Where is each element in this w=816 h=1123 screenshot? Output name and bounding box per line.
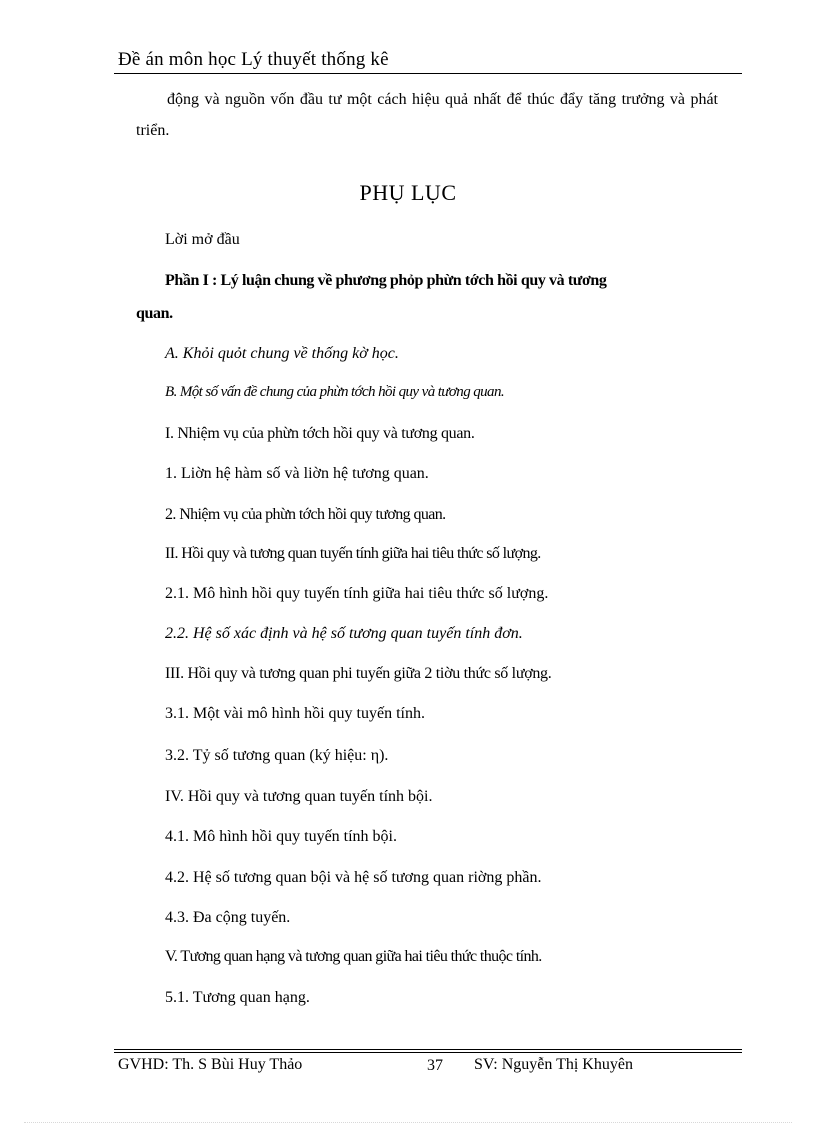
- footer-advisor: GVHD: Th. S Bùi Huy Thảo: [118, 1056, 303, 1073]
- toc-item: I. Nhiệm vụ của phừn tớch hồi quy và tương quan.: [165, 425, 475, 442]
- toc-item: A. Khỏi quỏt chung về thống kờ học.: [165, 345, 399, 362]
- toc-item: 1. Liờn hệ hàm số và liờn hệ tương quan.: [165, 465, 429, 482]
- toc-item: 4.1. Mô hình hồi quy tuyến tính bội.: [165, 828, 397, 845]
- toc-item: 2.2. Hệ số xác định và hệ số tương quan tuyến tính đơn.: [165, 625, 523, 642]
- toc-opening: Lời mở đầu: [165, 231, 240, 248]
- toc-item: 2. Nhiệm vụ của phừn tớch hồi quy tương quan.: [165, 506, 446, 523]
- toc-item: 4.3. Đa cộng tuyến.: [165, 909, 291, 926]
- toc-item: 4.2. Hệ số tương quan bội và hệ số tương quan riờng phần.: [165, 869, 542, 886]
- toc-item: V. Tương quan hạng và tương quan giữa hai tiêu thức thuộc tính.: [165, 948, 542, 965]
- header-rule: [114, 73, 742, 74]
- toc-item: B. Một số vấn đề chung của phừn tớch hồi quy và tương quan.: [165, 384, 504, 400]
- toc-item: 3.2. Tỷ số tương quan (ký hiệu: η).: [165, 747, 389, 764]
- header-title: Đề án môn học Lý thuyết thống kê: [118, 49, 389, 70]
- toc-part1-heading: Phần I : Lý luận chung về phương phỏp phừn tớch hồi quy và tương: [165, 272, 607, 289]
- toc-item: III. Hồi quy và tương quan phi tuyến giữa 2 tiờu thức số lượng.: [165, 665, 552, 682]
- footer-rule-top: [114, 1049, 742, 1050]
- toc-item: 3.1. Một vài mô hình hồi quy tuyến tính.: [165, 705, 425, 722]
- toc-item: IV. Hồi quy và tương quan tuyến tính bội.: [165, 788, 433, 805]
- toc-item: 5.1. Tương quan hạng.: [165, 989, 310, 1006]
- appendix-title: PHỤ LỤC: [359, 180, 457, 205]
- toc-part1-heading-cont: quan.: [136, 305, 173, 322]
- footer-page-number: 37: [427, 1057, 443, 1074]
- toc-item: II. Hồi quy và tương quan tuyến tính giữa hai tiêu thức số lượng.: [165, 545, 541, 562]
- toc-item: 2.1. Mô hình hồi quy tuyến tính giữa hai tiêu thức số lượng.: [165, 585, 549, 602]
- footer-rule-bottom: [114, 1052, 742, 1053]
- footer-student: SV: Nguyễn Thị Khuyên: [474, 1056, 633, 1073]
- intro-paragraph: động và nguồn vốn đầu tư một cách hiệu quả nhất để thúc đẩy tăng trưởng và phát triển.: [136, 91, 718, 139]
